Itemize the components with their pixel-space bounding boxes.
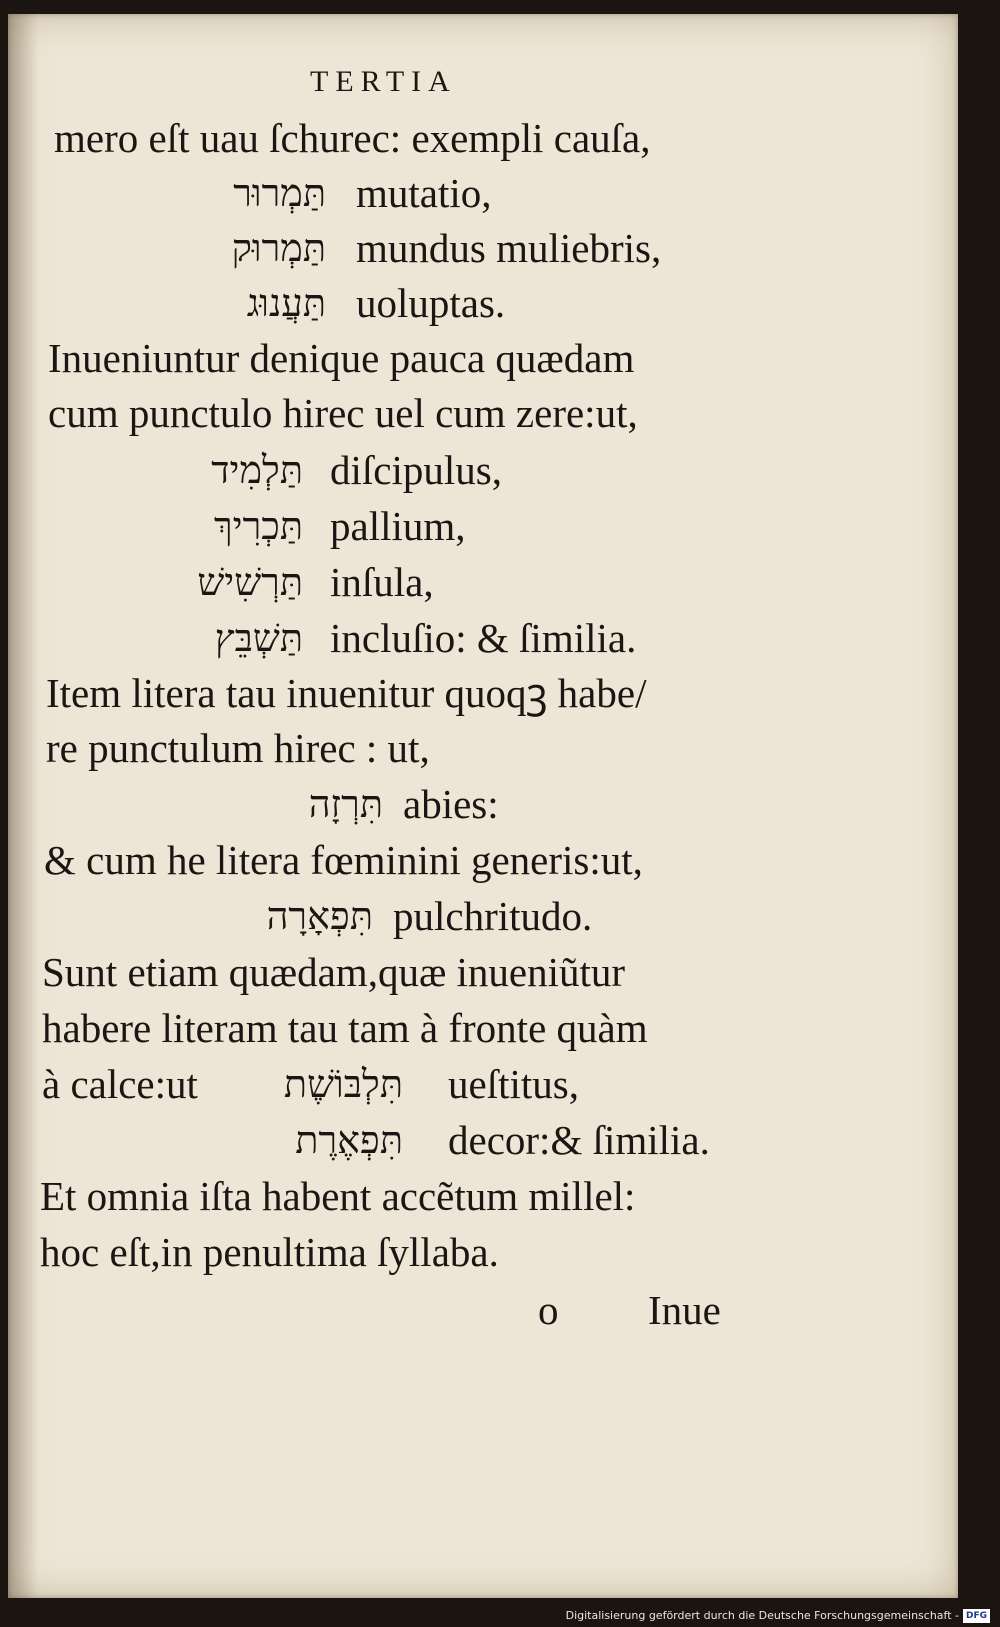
latin-gloss-4: diſcipulus, — [330, 447, 502, 493]
text-line-1: mero eſt uau ſchurec: exempli cauſa, — [54, 115, 651, 161]
hebrew-word-1: תַּמְרוּר — [233, 171, 326, 215]
digitization-credit — [566, 1605, 990, 1627]
dfg-logo-icon: DFG — [963, 1609, 990, 1623]
latin-gloss-3: uoluptas. — [356, 280, 506, 326]
text-line-12: re punctulum hirec : ut, — [46, 725, 430, 771]
latin-gloss-1: mutatio, — [356, 170, 492, 216]
hebrew-word-4: תַּלְמִיד — [211, 448, 303, 492]
hebrew-word-8: תִּרְזָה — [308, 782, 383, 826]
text-line-5: Inueniuntur denique pauca quædam — [48, 335, 635, 381]
latin-gloss-8: abies: — [403, 781, 499, 827]
latin-gloss-2: mundus muliebris, — [356, 225, 662, 271]
text-line-11: Item litera tau inuenitur quoqꝫ habe/ — [46, 670, 647, 716]
text-line-6: cum punctulo hirec uel cum zere:ut, — [48, 390, 638, 436]
hebrew-word-11: תִּפְאֶרֶת — [295, 1118, 403, 1162]
text-line-16: Sunt etiam quædam,quæ inueniũtur — [42, 949, 626, 995]
latin-gloss-5: pallium, — [330, 503, 466, 549]
signature-mark: o — [538, 1287, 559, 1333]
hebrew-word-2: תַּמְרוּק — [231, 226, 326, 270]
latin-gloss-6: inſula, — [330, 559, 434, 605]
text-line-18-start: à calce:ut — [42, 1061, 198, 1107]
hebrew-word-10: תִּלְבּוֹשֶׁת — [283, 1062, 403, 1106]
latin-gloss-9: pulchritudo. — [393, 893, 593, 939]
latin-gloss-10: ueſtitus, — [448, 1061, 579, 1107]
credit-text: Digitalisierung gefördert durch die Deutsche Forschungsgemeinschaft - — [565, 1609, 959, 1622]
text-line-20: Et omnia iſta habent accẽtum millel: — [40, 1173, 636, 1219]
hebrew-word-6: תַּרְשִׁישׁ — [197, 560, 303, 604]
hebrew-word-5: תַּכְרִיךְ — [213, 504, 303, 548]
text-line-14: & cum he litera fœminini generis:ut, — [44, 837, 643, 883]
book-page — [8, 14, 958, 1598]
hebrew-word-3: תַּעֲנוּג — [246, 281, 326, 325]
hebrew-word-9: תִּפְאָרָה — [266, 894, 373, 938]
text-line-17: habere literam tau tam à fronte quàm — [42, 1005, 648, 1051]
running-head: TERTIA — [310, 65, 457, 98]
latin-gloss-11: decor:& ſimilia. — [448, 1117, 710, 1163]
text-line-21: hoc eſt,in penultima ſyllaba. — [40, 1229, 499, 1275]
hebrew-word-7: תַּשְׁבֵּץ — [214, 616, 303, 660]
latin-gloss-7: incluſio: & ſimilia. — [330, 615, 637, 661]
page-gutter-shadow — [8, 14, 38, 1598]
catchword: Inue — [648, 1287, 721, 1333]
